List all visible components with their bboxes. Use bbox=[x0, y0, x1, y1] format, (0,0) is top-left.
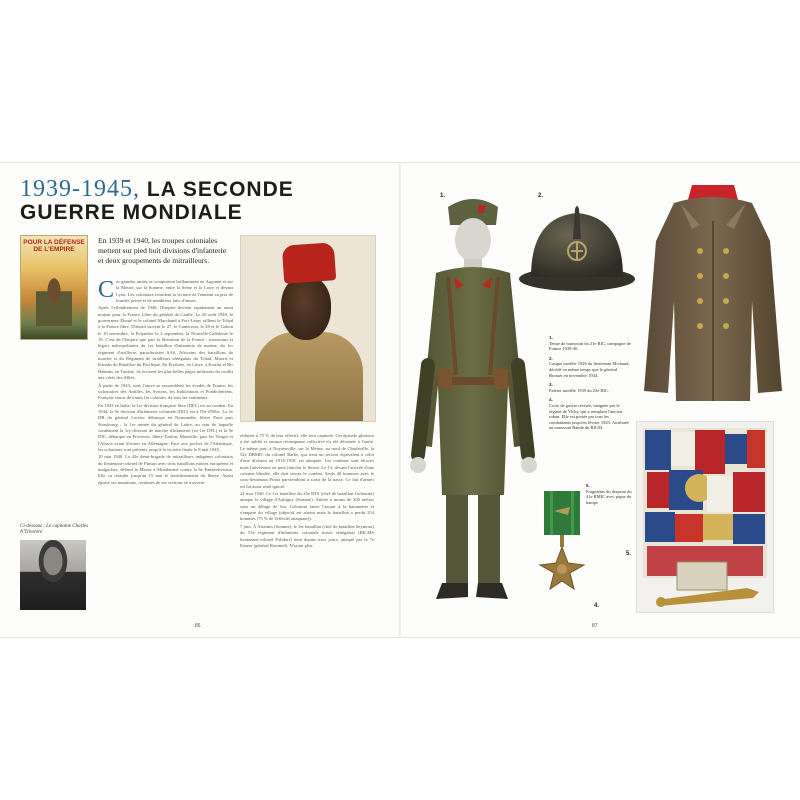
caption-number: 2. bbox=[549, 355, 553, 361]
caption-number: 1. bbox=[549, 335, 553, 340]
page-title bbox=[20, 178, 310, 224]
painting-coat bbox=[255, 332, 363, 422]
paragraph bbox=[98, 279, 233, 304]
lead-paragraph: En 1939 et 1940, les troupes coloniales mettent sur pied huit divisions d'infanterie et deux groupements de mitrailleurs. bbox=[98, 236, 227, 265]
figure-number-2: 2. bbox=[538, 193, 544, 199]
portrait-caption bbox=[20, 524, 90, 536]
title-years: 1939-1945, bbox=[20, 176, 140, 202]
paragraph: 7 juin. À Airaines (Somme), le 1er bataillon (chef de bataillon Seymour) du 53e régiment d'infanterie coloniale mixte sénégalais (RICMS lieutenant-colonel Polidori) tient depuis trois jours, attaqué par la 7e Panzer (général Rommel). N'ayant plus bbox=[240, 523, 374, 548]
page-number-left: 86 bbox=[195, 623, 201, 629]
paragraph: 10 mai 1940. La 42e demi-brigade de mitrailleurs indigènes coloniaux du lieutenant-colonel de Pinsun avec trois bataillons mixtes européens et malgaches, défend la Meuse à Monthermé contre la 6e Panzerdivision. Elle va retarder jusqu'au 15 mai le franchissement du fleuve. Ayant épuisé ses munitions, certaines de ses sections se trouvent bbox=[98, 454, 233, 485]
croix-de-guerre-medal bbox=[532, 489, 592, 611]
caption-item bbox=[549, 382, 631, 393]
paragraph: À partir de 1943, sous l'ancre se rassemblent les évadés de France, les volontaires des Antilles, les Syriens, les Indochinois et Pondichériens, Français venus de toutes les colonies, de tous les continents. bbox=[98, 382, 233, 401]
portrait-caption-lead: Ci-dessous : bbox=[20, 524, 45, 529]
caption-text: Paletot modèle 1939 du 23e RIC. bbox=[549, 387, 609, 393]
title-text: LA SECONDE GUERRE MONDIALE bbox=[20, 178, 294, 224]
painting-face bbox=[281, 276, 331, 340]
caption-text: Casque modèle 1926 du lieutenant Michaud, décédé en même temps que le général Brosset en novembre 1944. bbox=[549, 361, 630, 378]
caption-text: Tenue de marsouin du 21e RIC, campagne de France 1939-40. bbox=[549, 340, 631, 352]
paletot-greatcoat bbox=[640, 181, 785, 409]
portrait-caption-name: Le capitaine Charles N'Tchoréré bbox=[20, 524, 89, 535]
text-column-2 bbox=[240, 433, 374, 613]
caption-item bbox=[549, 397, 631, 431]
paragraph: Après l'effondrement de 1940, l'Empire devient rapidement un atout majeur pour la France Libre du général de Gaulle. Le 26 août 1940, le gouverneur Éboué et le colonel Marchand à Fort-Lamy rallient le Tchad à la France libre. D'abord suivent le 27, le Cameroun, le 28 et le Gabon le 10 novembre, la Polynésie le 2 septembre, la Nouvelle-Calédonie le 19. C'est de l'Empire que part la libération de la France : marsouins et bigors métropolitains du 1er bataillon d'infanterie de marine, du 1er régiment d'artillerie, parachutistes SAS, Africains des bataillons de marche et du Régiment de tirailleurs sénégalais du Tchad, Maoris et Kanaks du Bataillon du Pacifique. En Érythrée, en Libye, à Koufra et Bir Hakeim, en Tunisie, ils écrivent les plus belles pages militaires du conflit aux côtés des Alliés. bbox=[98, 305, 233, 381]
caption-item bbox=[549, 335, 631, 352]
regimental-flag-fragments bbox=[636, 421, 774, 613]
captain-portrait-photo bbox=[20, 540, 86, 610]
paragraph: En 1943 en Italie, la 1re division française libre (DFL) est au combat. En 1944, la 9e division d'infanterie coloniale (DIC) est à l'île d'Elbe. La 2e DB du général Leclerc débarque en Normandie, libère Paris puis Strasbourg ; la 1re armée du général de Lattre, au sein de laquelle combattent la 1re division de marche d'infanterie (ex-1re DFL) et la 9e DIC, débarque en Provence, libère Toulon, Marseille, puis les Vosges et l'Alsace avant d'entrer en Allemagne. Face aux poches de l'Atlantique, les coloniaux sont présents jusqu'à la victoire finale le 8 mai 1945. bbox=[98, 402, 233, 452]
poster-title: POUR LA DÉFENSE DE L'EMPIRE bbox=[23, 239, 85, 253]
caption-5 bbox=[586, 483, 632, 505]
page-number-right: 87 bbox=[592, 623, 598, 629]
tirailleur-painting bbox=[240, 235, 376, 422]
figure-number-4: 4. bbox=[594, 603, 600, 609]
caption-text: Croix de guerre révisée, insignée par le régime de Vichy, qui a remplacé l'ancien ruban. Elle est portée par tous les combattants jusqu'en février 1943. Attribuée au marsouin Bande du RICM. bbox=[549, 402, 629, 431]
caption-number: 4. bbox=[549, 397, 553, 403]
caption-number: 5. bbox=[586, 483, 590, 488]
propaganda-poster bbox=[20, 235, 88, 340]
object-captions bbox=[549, 335, 631, 435]
painting-fez bbox=[282, 242, 337, 284]
caption-item bbox=[549, 356, 631, 378]
caption-number: 3. bbox=[549, 382, 553, 388]
book-spread bbox=[0, 162, 800, 638]
paragraph: réduites à 75 % de leur effectif, elle sera capturée. Cet épisode glorieux a été oublié et aucune récompense collective n'a été décernée à l'unité. Le même jour, à Noyonsville, sur la Meuse, au nord de Charleville, la 52e DBMIC du colonel Barbe, qui tient un secteur équivalent à celui d'une division en 1914-1918, est attaquée. Les combats sont féroces mais l'adversaire ne peut franchir le fleuve. Le 13, devant l'arrivée d'une colonne blindée, elle doit cesser le combat. Seuls 40 hommes avec le sous-lieutenant Proux parviendront à sortir de la nasse. Ce fait d'armes est lui aussi resté ignoré. bbox=[240, 433, 374, 489]
text-column-1 bbox=[98, 279, 233, 614]
paragraph: 24 mai 1940. Le 1er bataillon du 24e RTS (chef de bataillon Golomini) attaque le village d'Aubigny (Somme). Attirée à moins de 300 mètres sous un déluge de feu, Golomini lance l'assaut à la baïonnette et s'empare du village (objectif est atteint mais le bataillon a perdu 254 hommes (75 % de l'effectif attaquant)). bbox=[240, 491, 374, 522]
caption-text: Fragments du drapeau du 41e RMIC avec pique de hampe. bbox=[586, 488, 632, 505]
paragraph-text: es grandes unités se comportent brillamment en Argonne et sur la Meuse, sur la Somme, entre la Seine et la Loire et devant Lyon. Les coloniaux retardent la victoire de l'ennemi au prix de lourdes pertes et de nombreux faits d'armes. bbox=[116, 279, 233, 304]
figure-number-1: 1. bbox=[440, 193, 446, 199]
poster-figures bbox=[36, 276, 72, 326]
flag-fragments-illustration bbox=[637, 422, 773, 612]
drop-cap: C bbox=[98, 279, 115, 303]
figure-number-5: 5. bbox=[626, 551, 632, 557]
adrian-helmet bbox=[517, 199, 637, 299]
